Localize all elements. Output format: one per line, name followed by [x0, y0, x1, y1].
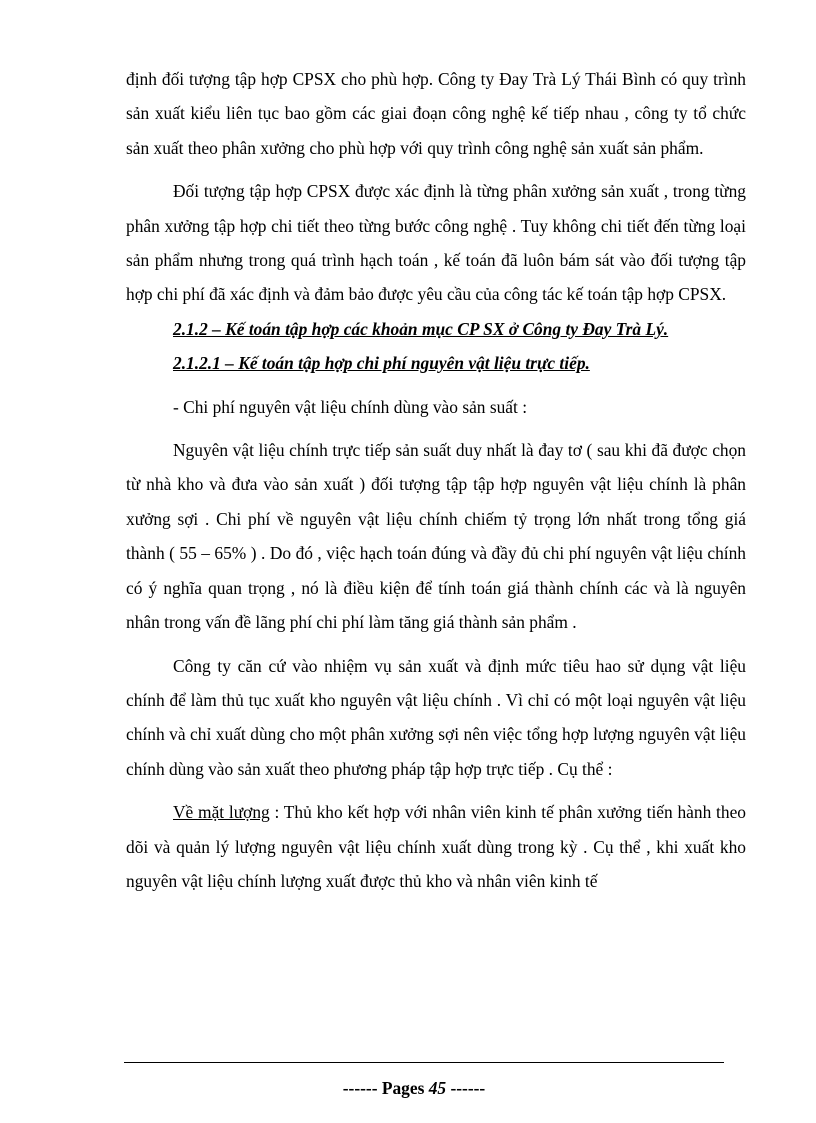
paragraph-quantity [126, 795, 746, 898]
footer-prefix: ------ Pages [342, 1078, 429, 1098]
footer-divider [124, 1062, 724, 1063]
body-text [126, 62, 746, 898]
paragraph-main-material: Nguyên vật liệu chính trực tiếp sản suất duy nhất là đay tơ ( sau khi đã được chọn từ nhà kho và đưa vào sản xuất ) đối tượng tập tập hợp nguyên vật liệu chính là phân xưởng sợi . Chi phí về nguyên vật liệu chính chiếm tỷ trọng lớn nhất trong tổng giá thành ( 55 – 65% ) . Do đó , việc hạch toán đúng và đầy đủ chi phí nguyên vật liệu chính có ý nghĩa quan trọng , nó là điều kiện để tính toán giá thành chính các và là nguyên nhân trong vấn đề lãng phí chi phí làm tăng giá thành sản phẩm . [126, 440, 746, 633]
quantity-text: : Thủ kho kết hợp với nhân viên kinh tế phân xưởng tiến hành theo dõi và quản lý lượng nguyên vật liệu chính xuất dùng trong kỳ . Cụ thể , khi xuất kho nguyên vật liệu chính lượng xuất được thủ kho và nhân viên kinh tế [126, 802, 747, 891]
section-heading-2-1-2-1: 2.1.2.1 – Kế toán tập hợp chi phí nguyên vật liệu trực tiếp. [173, 353, 590, 374]
paragraph-company-basis: Công ty căn cứ vào nhiệm vụ sản xuất và định mức tiêu hao sử dụng vật liệu chính để làm thủ tục xuất kho nguyên vật liệu chính . Vì chỉ có một loại nguyên vật liệu chính và chỉ xuất dùng cho một phân xưởng sợi nên việc tổng hợp lượng nguyên vật liệu chính dùng vào sản xuất theo phương pháp tập hợp trực tiếp . Cụ thể : [126, 655, 746, 779]
quantity-label: Về mặt lượng [173, 802, 270, 823]
paragraph-cost-object: Đối tượng tập hợp CPSX được xác định là từng phân xưởng sản xuất , trong từng phân xưởng tập hợp chi tiết theo từng bước công nghệ . Tuy không chi tiết đến từng loại sản phẩm nhưng trong quá trình hạch toán , kế toán đã luôn bám sát vào đối tượng tập hợp chi phí đã xác định và đảm bảo được yêu cầu của công tác kế toán tập hợp CPSX. [126, 181, 746, 305]
page-number: 45 [428, 1078, 447, 1098]
section-heading-2-1-2: 2.1.2 – Kế toán tập hợp các khoản mục CP SX ở Công ty Đay Trà Lý. [173, 318, 669, 339]
page-footer [0, 1078, 816, 1099]
footer-suffix: ------ [446, 1078, 486, 1098]
paragraph-continuation: định đối tượng tập hợp CPSX cho phù hợp. Công ty Đay Trà Lý Thái Bình có quy trình sản xuất kiểu liên tục bao gồm các giai đoạn công nghệ kế tiếp nhau , công ty tổ chức sản xuất theo phân xưởng cho phù hợp với quy trình công nghệ sản xuất sản phẩm. [126, 69, 746, 158]
bullet-main-material-cost: - Chi phí nguyên vật liệu chính dùng vào sản suất : [173, 396, 528, 417]
